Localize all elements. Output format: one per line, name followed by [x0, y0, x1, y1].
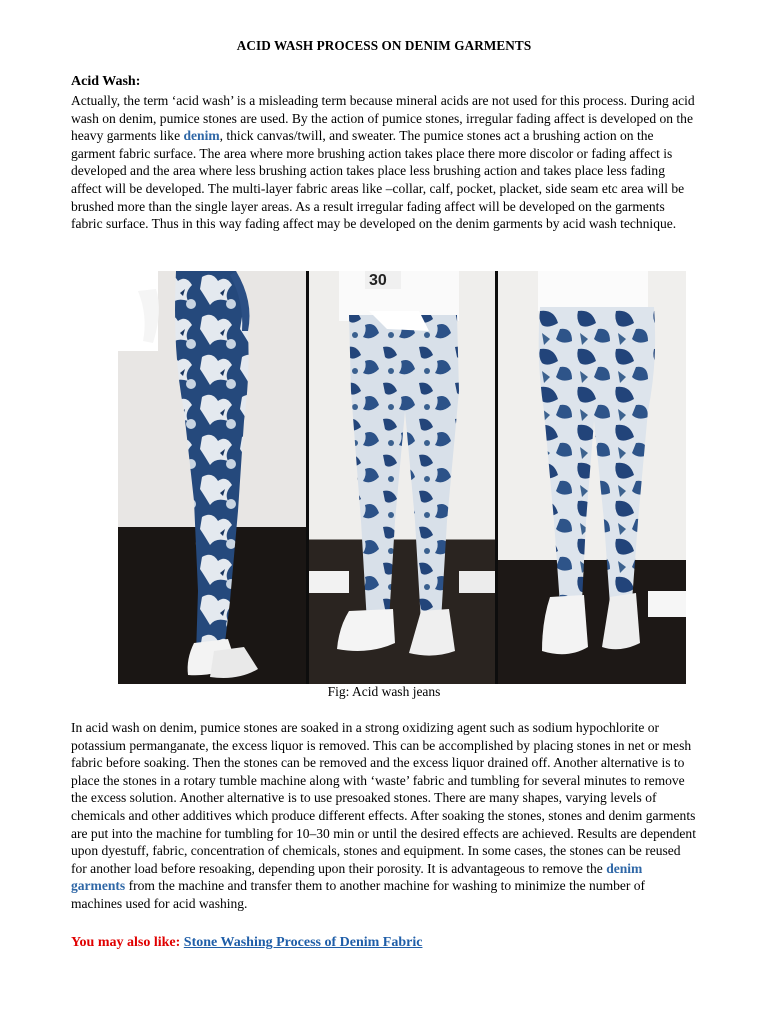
shirt-print-number: 30 [369, 272, 387, 289]
photo-panel-front-view [309, 271, 495, 684]
paragraph-process [71, 719, 697, 913]
stone-washing-link[interactable]: Stone Washing Process of Denim Fabric [183, 935, 423, 950]
denim-garments-link[interactable]: denim garments [71, 860, 643, 894]
photo-panel-back-view [498, 271, 686, 684]
photo-panel-side-view [118, 271, 306, 684]
paragraph-intro [71, 92, 697, 233]
page-title: ACID WASH PROCESS ON DENIM GARMENTS [236, 38, 532, 53]
paragraph-intro-text-2: , thick canvas/twill, and sweater. The pumice stones act a brushing action on the garment fabric surface. The area where more brushing action takes place there more discolor or fading affect is developed and the area where less brushing action takes place less brushing action and takes place less fading affect will be developed. The multi-layer fabric areas like –collar, calf, pocket, placket, side seam etc area will be brushed more than the single layer areas. As a result irregular fading affect will be developed on the garments fabric surface. Thus in this way fading affect may be developed on the denim garments by acid wash technique. [71, 128, 685, 232]
paragraph-process-text-1: In acid wash on denim, pumice stones are soaked in a strong oxidizing agent such as sodium hypochlorite or potassium permanganate, the excess liquor is removed. This can be accomplished by placing stones in net or mesh fabric before soaking. Then the stones can be removed and the excess liquor drained off. Another alternative is to place the stones in a rotary tumble machine along with ‘waste’ fabric and tumbling for several minutes to remove the excess solution. Another alternative is to use presoaked stones. There are many shapes, varying levels of chemicals and other additives which produce different effects. After soaking the stones, stones and denim garments are put into the machine for tumbling for 10–30 min or until the desired effects are achieved. Results are dependent upon dyestuff, fabric, concentration of chemicals, stones and equipment. In some cases, the stones can be reused for another load before resoaking, depending upon their porosity. It is advantageous to remove the [71, 720, 696, 876]
denim-link[interactable]: denim [183, 128, 220, 144]
also-like-row [71, 935, 422, 951]
section-heading: Acid Wash: [71, 74, 141, 89]
acid-wash-jeans-photo [118, 271, 686, 684]
also-like-label: You may also like: [71, 935, 181, 950]
paragraph-process-text-2: from the machine and transfer them to another machine for washing to minimize the number of machines used for acid washing. [71, 878, 646, 911]
paragraph-intro-text-1: Actually, the term ‘acid wash’ is a misleading term because mineral acids are not used for this process. During acid wash on denim, pumice stones are used. By the action of pumice stones, irregular fading affect is developed on the heavy garments like [71, 93, 695, 144]
figure-caption: Fig: Acid wash jeans [327, 684, 441, 699]
